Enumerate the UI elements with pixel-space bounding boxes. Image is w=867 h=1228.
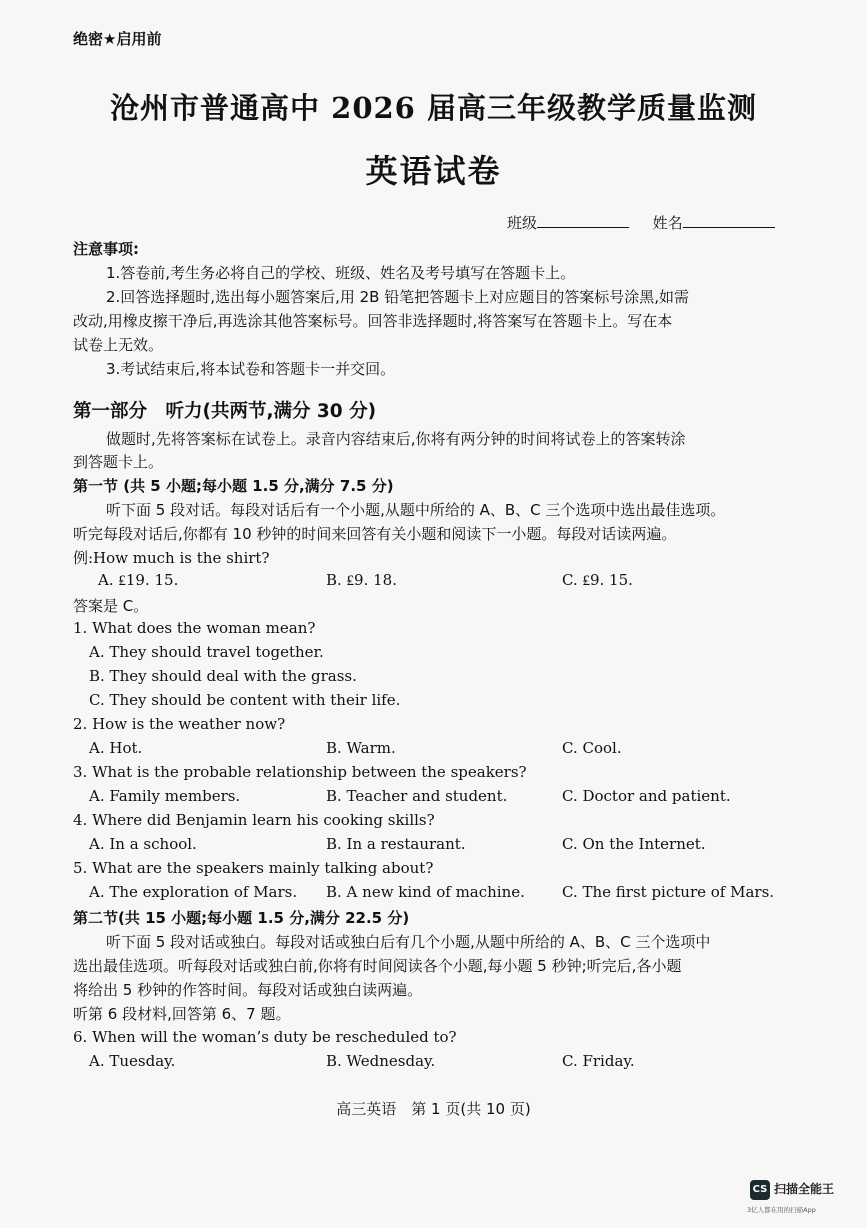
question-5-option-c: C. The first picture of Mars. (562, 883, 775, 901)
section1-title: 第一节 (共 5 小题;每小题 1.5 分,满分 7.5 分) (73, 477, 394, 495)
class-blank (537, 213, 629, 228)
question-5-option-b: B. A new kind of machine. (326, 883, 525, 901)
notice-line: 1.答卷前,考生务必将自己的学校、班级、姓名及考号填写在答题卡上。 (106, 264, 576, 282)
exam-title: 沧州市普通高中 2026 届高三年级教学质量监测 (110, 91, 757, 125)
question-1-option-b: B. They should deal with the grass. (89, 667, 357, 685)
camscanner-logo-icon: CS (750, 1180, 770, 1200)
section2-title: 第二节(共 15 小题;每小题 1.5 分,满分 22.5 分) (73, 909, 410, 927)
example-option-b: B. ₤9. 18. (326, 571, 397, 589)
question-5-option-a: A. The exploration of Mars. (89, 883, 298, 901)
question-1-option-c: C. They should be content with their life. (89, 691, 401, 709)
exam-subject-title: 英语试卷 (365, 152, 502, 190)
question-3-option-b: B. Teacher and student. (326, 787, 508, 805)
example-question: 例:How much is the shirt? (73, 549, 270, 567)
question-2-option-c: C. Cool. (562, 739, 622, 757)
question-5: 5. What are the speakers mainly talking about? (73, 859, 434, 877)
question-4: 4. Where did Benjamin learn his cooking skills? (73, 811, 435, 829)
notice-line: 3.考试结束后,将本试卷和答题卡一并交回。 (106, 360, 396, 378)
question-2-option-a: A. Hot. (89, 739, 143, 757)
question-2: 2. How is the weather now? (73, 715, 286, 733)
student-info (507, 212, 775, 233)
material-6-instruction: 听第 6 段材料,回答第 6、7 题。 (73, 1005, 291, 1023)
section2-intro: 选出最佳选项。听每段对话或独白前,你将有时间阅读各个小题,每小题 5 秒钟;听完后,各小题 (73, 957, 682, 975)
question-4-option-b: B. In a restaurant. (326, 835, 466, 853)
notice-line: 改动,用橡皮擦干净后,再选涂其他答案标号。回答非选择题时,将答案写在答题卡上。写在本 (73, 312, 673, 330)
notice-title: 注意事项: (73, 240, 139, 258)
question-6-option-b: B. Wednesday. (326, 1052, 436, 1070)
question-3: 3. What is the probable relationship between the speakers? (73, 763, 527, 781)
section2-intro: 听下面 5 段对话或独白。每段对话或独白后有几个小题,从题中所给的 A、B、C 三个选项中 (106, 933, 711, 951)
question-1-option-a: A. They should travel together. (89, 643, 324, 661)
name-blank (683, 213, 775, 228)
section1-intro: 听完每段对话后,你都有 10 秒钟的时间来回答有关小题和阅读下一小题。每段对话读两遍。 (73, 525, 677, 543)
question-4-option-a: A. In a school. (89, 835, 197, 853)
example-option-c: C. ₤9. 15. (562, 571, 633, 589)
confidential-label: 绝密★启用前 (73, 30, 162, 48)
section2-intro: 将给出 5 秒钟的作答时间。每段对话或独白读两遍。 (73, 981, 423, 999)
question-4-option-c: C. On the Internet. (562, 835, 706, 853)
section1-intro: 听下面 5 段对话。每段对话后有一个小题,从题中所给的 A、B、C 三个选项中选出最佳选项。 (106, 501, 726, 519)
question-2-option-b: B. Warm. (326, 739, 396, 757)
notice-line: 试卷上无效。 (73, 336, 164, 354)
question-1: 1. What does the woman mean? (73, 619, 316, 637)
question-6: 6. When will the woman’s duty be rescheduled to? (73, 1028, 457, 1046)
example-answer: 答案是 C。 (73, 597, 149, 615)
part1-intro: 做题时,先将答案标在试卷上。录音内容结束后,你将有两分钟的时间将试卷上的答案转涂 (106, 430, 686, 448)
part1-title: 第一部分 听力(共两节,满分 30 分) (73, 401, 377, 422)
question-6-option-c: C. Friday. (562, 1052, 635, 1070)
part1-intro: 到答题卡上。 (73, 453, 164, 471)
camscanner-tagline: 3亿人都在用的扫描App (747, 1206, 816, 1214)
camscanner-name: 扫描全能王 (774, 1182, 835, 1196)
name-label: 姓名 (652, 214, 683, 232)
page-footer: 高三英语 第 1 页(共 10 页) (336, 1100, 531, 1118)
question-3-option-c: C. Doctor and patient. (562, 787, 731, 805)
example-option-a: A. ₤19. 15. (98, 571, 179, 589)
notice-line: 2.回答选择题时,选出每小题答案后,用 2B 铅笔把答题卡上对应题目的答案标号涂黑,如需 (106, 288, 689, 306)
question-6-option-a: A. Tuesday. (89, 1052, 176, 1070)
class-label: 班级 (507, 214, 538, 232)
question-3-option-a: A. Family members. (89, 787, 241, 805)
